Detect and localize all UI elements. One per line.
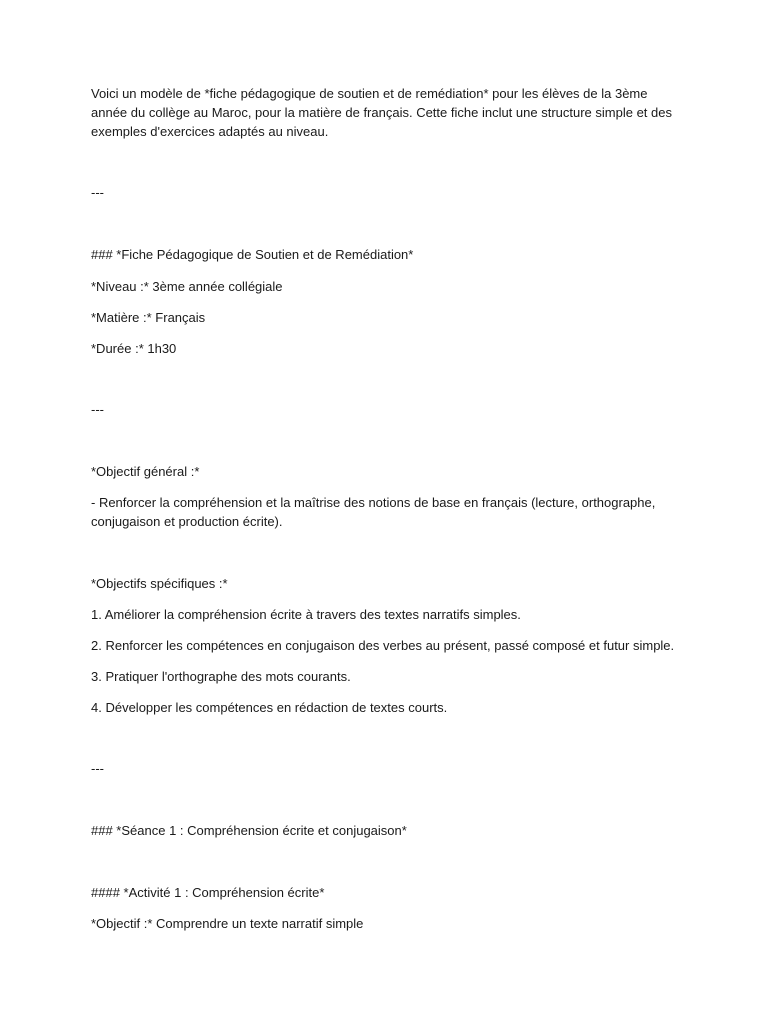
heading-activite-1: #### *Activité 1 : Compréhension écrite* bbox=[91, 885, 325, 900]
separator-1: --- bbox=[91, 185, 104, 200]
intro-line-2: année du collège au Maroc, pour la matière de français. Cette fiche inclut une structure simple et des bbox=[91, 105, 672, 120]
objectif-specifique-3: 3. Pratiquer l'orthographe des mots courants. bbox=[91, 669, 351, 684]
intro-line-3: exemples d'exercices adaptés au niveau. bbox=[91, 124, 329, 139]
objectifs-specifiques-label: *Objectifs spécifiques :* bbox=[91, 576, 228, 591]
separator-3: --- bbox=[91, 761, 104, 776]
objectif-general-line-2: conjugaison et production écrite). bbox=[91, 514, 283, 529]
objectif-specifique-2: 2. Renforcer les compétences en conjugaison des verbes au présent, passé composé et futur simple. bbox=[91, 638, 675, 653]
objectif-general-label: *Objectif général :* bbox=[91, 464, 200, 479]
matiere-line: *Matière :* Français bbox=[91, 310, 206, 325]
objectif-specifique-1: 1. Améliorer la compréhension écrite à travers des textes narratifs simples. bbox=[91, 607, 521, 622]
heading-seance-1: ### *Séance 1 : Compréhension écrite et conjugaison* bbox=[91, 823, 407, 838]
intro-paragraph bbox=[91, 84, 691, 141]
objectif-specifique-4: 4. Développer les compétences en rédaction de textes courts. bbox=[91, 700, 448, 715]
objectif-general-line-1: - Renforcer la compréhension et la maîtrise des notions de base en français (lecture, orthographe, bbox=[91, 495, 656, 510]
objectif-activite-1: *Objectif :* Comprendre un texte narratif simple bbox=[91, 916, 364, 931]
separator-2: --- bbox=[91, 402, 104, 417]
objectif-general-text bbox=[91, 493, 691, 531]
duree-line: *Durée :* 1h30 bbox=[91, 341, 177, 356]
intro-line-1: Voici un modèle de *fiche pédagogique de soutien et de remédiation* pour les élèves de la 3ème bbox=[91, 86, 648, 101]
heading-fiche: ### *Fiche Pédagogique de Soutien et de Remédiation* bbox=[91, 247, 414, 262]
niveau-line: *Niveau :* 3ème année collégiale bbox=[91, 279, 283, 294]
